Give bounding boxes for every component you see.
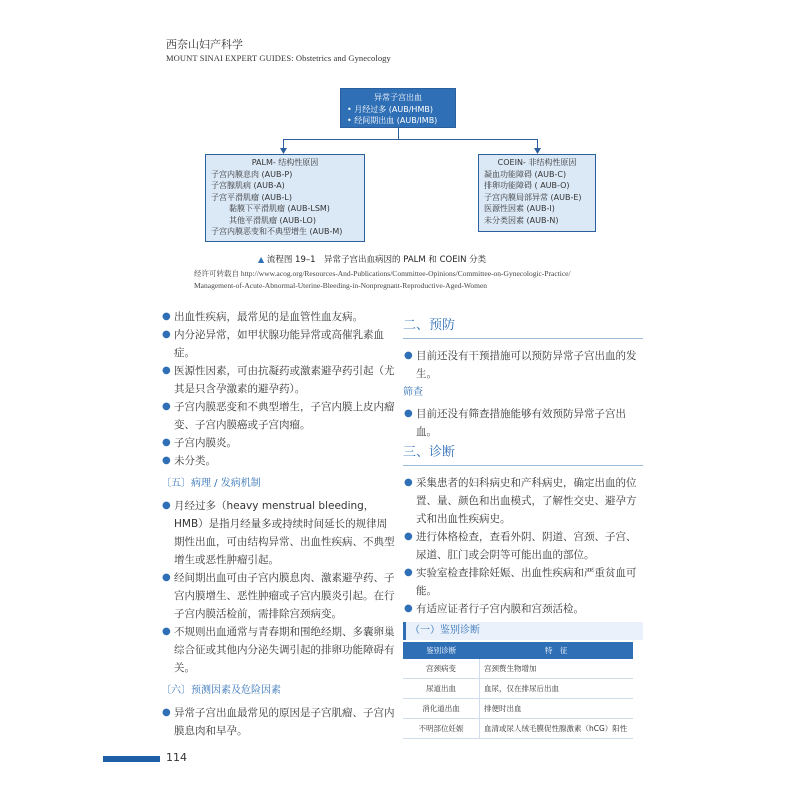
list-item-text: 出血性疾病，最常见的是血管性血友病。	[174, 311, 363, 323]
list-item-text: 子宫内膜恶变和不典型增生，子宫内膜上皮内瘤变、子宫内膜癌或子宫肉瘤。	[174, 401, 395, 431]
bullet-icon: ●	[162, 329, 171, 340]
bullet-icon: ●	[162, 437, 171, 448]
flow-top-title: 异常子宫出血	[374, 93, 422, 102]
page-number: 114	[166, 751, 187, 764]
bullet-icon: ●	[404, 408, 413, 419]
left-column	[161, 308, 396, 740]
flowchart	[0, 0, 800, 260]
flow-top-item: • 月经过多 (AUB/HMB)	[347, 104, 433, 114]
list-item	[161, 434, 396, 452]
table-cell: 宫颈病变	[403, 659, 480, 679]
list-item	[161, 569, 396, 623]
table-cell: 血清或尿人绒毛膜促性腺激素（hCG）阳性	[480, 719, 634, 739]
list-item	[403, 347, 643, 383]
flow-palm-box	[205, 154, 365, 242]
list-item	[161, 452, 396, 470]
connector-vertical-top	[398, 128, 399, 139]
list-item-text: 月经过多（heavy menstrual bleeding，HMB）是指月经量多或持续时间延长的规律周期性出血，可由结构异常、出血性疾病、不典型增生或恶性肿瘤引起。	[174, 500, 395, 566]
table-cell: 血尿，仅在排尿后出血	[480, 679, 634, 699]
list-item	[161, 704, 396, 740]
figure-caption	[258, 253, 486, 265]
list-item	[403, 528, 643, 564]
list-item-text: 异常子宫出血最常见的原因是子宫肌瘤、子宫内膜息肉和早孕。	[174, 707, 395, 737]
list-item	[161, 398, 396, 434]
table-cell: 不明部位妊娠	[403, 719, 480, 739]
bullet-icon: ●	[162, 401, 171, 412]
palm-line: 子宫内膜息肉 (AUB-P)	[211, 169, 293, 179]
list-item-text: 经间期出血可由子宫内膜息肉、激素避孕药、子宫内膜增生、恶性肿瘤或子宫内膜炎引起。在行子宫内膜活检前，需排除宫颈病变。	[174, 572, 395, 620]
bullet-icon: ●	[162, 626, 171, 637]
bullet-icon: ●	[404, 477, 413, 488]
table-row	[403, 719, 633, 739]
table-row	[403, 659, 633, 679]
list-item-text: 有适应证者行子宫内膜和宫颈活检。	[416, 603, 584, 615]
palm-line: 其他平滑肌瘤 (AUB-LO)	[229, 215, 316, 225]
caption-text: 流程图 19–1 异常子宫出血病因的 PALM 和 COEIN 分类	[266, 255, 487, 265]
bullet-icon: ●	[162, 365, 171, 376]
palm-line: 黏膜下平滑肌瘤 (AUB-LSM)	[229, 204, 330, 213]
figure-source	[194, 268, 654, 292]
table-cell: 排便时出血	[480, 699, 634, 719]
bullet-icon: ●	[162, 572, 171, 583]
flow-top-box	[340, 88, 456, 128]
table-cell: 尿道出血	[403, 679, 480, 699]
bullet-icon: ●	[162, 500, 171, 511]
heading-diagnosis: 三、诊断	[403, 443, 643, 466]
bullet-icon: ●	[404, 531, 413, 542]
bullet-icon: ●	[404, 603, 413, 614]
coein-title: COEIN- 非结构性原因	[497, 158, 577, 167]
list-item-text: 目前还没有筛查措施能够有效预防异常子宫出血。	[416, 408, 626, 438]
list-item-text: 子宫内膜炎。	[174, 437, 237, 449]
list-item	[161, 497, 396, 569]
flow-top-item: • 经间期出血 (AUB/IMB)	[347, 116, 438, 125]
table-row	[403, 679, 633, 699]
section-heading-risk-factors: 〔六〕预测因素及危险因素	[161, 685, 281, 696]
palm-line: 子宫内膜恶变和不典型增生 (AUB-M)	[211, 227, 343, 236]
coein-line: 排卵功能障碍 ( AUB-O)	[484, 181, 570, 190]
list-item-text: 采集患者的妇科病史和产科病史，确定出血的位置、量、颜色和出血模式，了解性交史、避孕方式和出血性疾病史。	[416, 477, 637, 525]
connector-horizontal	[283, 139, 538, 140]
list-item-text: 内分泌异常，如甲状腺功能异常或高催乳素血症。	[174, 329, 384, 359]
right-column	[403, 314, 643, 739]
list-item-text: 目前还没有干预措施可以预防异常子宫出血的发生。	[416, 350, 637, 380]
list-item	[161, 308, 396, 326]
footer-bar	[103, 756, 160, 762]
coein-line: 未分类因素 (AUB-N)	[484, 215, 559, 225]
table-cell: 宫颈赘生物增加	[480, 659, 634, 679]
list-item	[403, 564, 643, 600]
list-item-text: 医源性因素，可由抗凝药或激素避孕药引起（尤其是只含孕激素的避孕药）。	[174, 365, 395, 395]
list-item-text: 进行体格检查，查看外阴、阴道、宫颈、子宫、尿道、肛门或会阴等可能出血的部位。	[416, 531, 637, 561]
list-item-text: 实验室检查排除妊娠、出血性疾病和严重贫血可能。	[416, 567, 637, 597]
coein-line: 医源性因素 (AUB-I)	[484, 204, 555, 213]
differential-diagnosis-table	[403, 642, 633, 739]
list-item-text: 未分类。	[174, 455, 216, 467]
list-item	[403, 600, 643, 618]
heading-differential-diagnosis: （一）鉴别诊断	[403, 622, 643, 640]
table-cell: 消化道出血	[403, 699, 480, 719]
list-item-text: 不规则出血通常与青春期和围绝经期、多囊卵巢综合征或其他内分泌失调引起的排卵功能障碍有关。	[174, 626, 395, 674]
book-title-zh: 西奈山妇产科学	[166, 38, 243, 51]
bullet-icon: ●	[404, 350, 413, 361]
bullet-icon: ●	[162, 455, 171, 466]
coein-line: 子宫内膜局部异常 (AUB-E)	[484, 192, 582, 202]
palm-line: 子宫平滑肌瘤 (AUB-L)	[211, 192, 292, 202]
list-item	[161, 326, 396, 362]
table-header-cell: 鉴别诊断	[403, 642, 480, 659]
bullet-icon: ●	[162, 311, 171, 322]
section-heading-pathology: 〔五〕病理 / 发病机制	[161, 478, 261, 489]
palm-title: PALM- 结构性原因	[251, 158, 319, 167]
book-title-en: MOUNT SINAI EXPERT GUIDES: Obstetrics and Gynecology	[166, 53, 391, 63]
palm-line: 子宫腺肌病 (AUB-A)	[211, 181, 285, 190]
heading-screening: 筛查	[403, 387, 423, 398]
list-item	[161, 623, 396, 677]
flow-coein-box	[478, 154, 596, 232]
heading-prevention: 二、预防	[403, 316, 643, 339]
list-item	[161, 362, 396, 398]
table-header-row	[403, 642, 633, 659]
caption-triangle-icon: ▲	[258, 255, 265, 264]
table-row	[403, 699, 633, 719]
source-line: Management-of-Acute-Abnormal-Uterine-Bleeding-in-Nonpregnant-Reproductive-Aged-Women	[194, 281, 488, 290]
bullet-icon: ●	[404, 567, 413, 578]
bullet-icon: ●	[162, 707, 171, 718]
list-item	[403, 405, 643, 441]
coein-line: 凝血功能障碍 (AUB-C)	[484, 169, 567, 179]
source-line: 经许可转载自 http://www.acog.org/Resources-And-Publications/Committee-Opinions/Committee-on-Gynecologic-Practice/	[194, 269, 571, 278]
table-header-cell: 特 征	[480, 642, 634, 659]
list-item	[403, 474, 643, 528]
